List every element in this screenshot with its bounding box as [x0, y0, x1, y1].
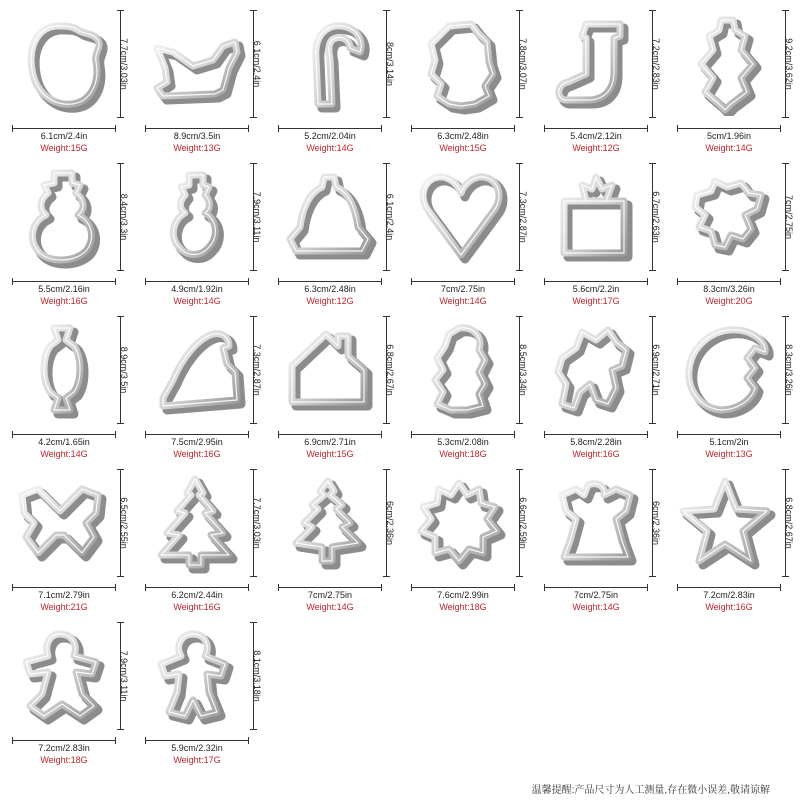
cookie-cutter-santa-hat: [143, 318, 247, 422]
width-label: 7cm/2.75in: [307, 590, 353, 600]
weight-label: Weight:16G: [173, 602, 221, 612]
size-block: [401, 283, 525, 307]
size-block: [401, 130, 525, 154]
cookie-cutter-heart: [409, 165, 513, 269]
cookie-cutter-stocking: [542, 12, 646, 116]
cutter-item: [667, 308, 800, 460]
height-label: 6cm/2.36in: [385, 500, 395, 546]
cookie-cutter-gingerbread-girl: [10, 624, 114, 728]
weight-label: Weight:13G: [705, 449, 753, 459]
width-dimension-line: [677, 587, 781, 588]
cutter-item: [401, 2, 534, 154]
cutter-item: [401, 155, 534, 307]
cutter-item: [268, 155, 401, 307]
width-label: 6.9cm/2.71in: [304, 437, 356, 447]
height-label: 6.7cm/2.63in: [651, 191, 661, 243]
width-dimension-line: [411, 281, 515, 282]
weight-label: Weight:16G: [173, 449, 221, 459]
cutter-item: [135, 2, 268, 154]
weight-label: Weight:13G: [173, 143, 221, 153]
width-label: 7cm/2.75in: [573, 590, 619, 600]
height-label: 7.8cm/3.07in: [518, 38, 528, 90]
height-label: 8.3cm/3.26in: [784, 344, 794, 396]
weight-label: Weight:16G: [572, 449, 620, 459]
cookie-cutter-star: [675, 471, 779, 575]
width-dimension-line: [278, 434, 382, 435]
width-dimension-line: [12, 740, 116, 741]
cutter-item: [401, 308, 534, 460]
size-block: [135, 589, 259, 613]
cookie-cutter-house: [276, 318, 380, 422]
size-block: [268, 589, 392, 613]
width-dimension-line: [278, 587, 382, 588]
height-label: 7.9cm/3.11in: [252, 191, 262, 243]
weight-label: Weight:16G: [40, 296, 88, 306]
size-block: [534, 283, 658, 307]
cookie-cutter-penguin: [409, 318, 513, 422]
cookie-cutter-gingerbread-man: [143, 624, 247, 728]
cookie-cutter-candy: [10, 318, 114, 422]
width-label: 5.2cm/2.04in: [304, 131, 356, 141]
weight-label: Weight:14G: [173, 296, 221, 306]
size-block: [135, 283, 259, 307]
width-label: 5cm/1.96in: [706, 131, 752, 141]
width-label: 7.6cm/2.99in: [437, 590, 489, 600]
size-block: [667, 283, 791, 307]
weight-label: Weight:18G: [40, 755, 88, 765]
weight-label: Weight:20G: [705, 296, 753, 306]
width-dimension-line: [544, 434, 648, 435]
weight-label: Weight:12G: [572, 143, 620, 153]
width-label: 5.8cm/2.28in: [570, 437, 622, 447]
size-block: [534, 130, 658, 154]
cutter-item: [2, 308, 135, 460]
size-block: [2, 589, 126, 613]
width-dimension-line: [411, 128, 515, 129]
size-block: [534, 436, 658, 460]
width-label: 6.3cm/2.48in: [304, 284, 356, 294]
width-dimension-line: [145, 281, 249, 282]
cutter-item: [667, 461, 800, 613]
size-block: [2, 283, 126, 307]
height-label: 8.9cm/3.5in: [119, 346, 129, 394]
size-block: [268, 436, 392, 460]
width-label: 7.1cm/2.79in: [38, 590, 90, 600]
size-block: [667, 589, 791, 613]
size-block: [2, 436, 126, 460]
height-label: 7.7cm/3.03in: [119, 38, 129, 90]
height-label: 8.5cm/3.34in: [518, 344, 528, 396]
width-dimension-line: [278, 281, 382, 282]
weight-label: Weight:14G: [306, 602, 354, 612]
size-block: [667, 436, 791, 460]
width-label: 6.2cm/2.44in: [171, 590, 223, 600]
size-block: [401, 436, 525, 460]
width-label: 5.3cm/2.08in: [437, 437, 489, 447]
weight-label: Weight:14G: [439, 296, 487, 306]
width-dimension-line: [145, 128, 249, 129]
size-block: [2, 742, 126, 766]
cutter-item: [135, 614, 268, 766]
cookie-cutter-moon: [675, 318, 779, 422]
weight-label: Weight:17G: [572, 296, 620, 306]
cutter-item: [401, 461, 534, 613]
width-label: 4.9cm/1.92in: [171, 284, 223, 294]
width-label: 6.3cm/2.48in: [437, 131, 489, 141]
width-dimension-line: [544, 587, 648, 588]
height-label: 8.4cm/3.3in: [119, 193, 129, 241]
size-block: [268, 130, 392, 154]
height-label: 7.9cm/3.11in: [119, 650, 129, 702]
cookie-cutter-snowflake: [409, 471, 513, 575]
size-block: [268, 283, 392, 307]
cookie-cutter-sleigh: [143, 12, 247, 116]
height-label: 6cm/2.36in: [651, 500, 661, 546]
width-dimension-line: [12, 587, 116, 588]
cookie-cutter-tree: [276, 471, 380, 575]
width-dimension-line: [544, 128, 648, 129]
cookie-cutter-reindeer: [675, 165, 779, 269]
height-label: 6.1cm/2.4in: [252, 40, 262, 88]
height-label: 6.9cm/2.71in: [651, 344, 661, 396]
width-dimension-line: [677, 128, 781, 129]
width-label: 7.2cm/2.83in: [38, 743, 90, 753]
cookie-cutter-angel: [542, 471, 646, 575]
height-label: 8.1cm/3.18in: [252, 650, 262, 702]
weight-label: Weight:18G: [439, 602, 487, 612]
width-dimension-line: [677, 281, 781, 282]
width-label: 6.1cm/2.4in: [40, 131, 88, 141]
cutter-item: [135, 308, 268, 460]
cutter-item: [135, 461, 268, 613]
height-label: 8cm/3.14in: [385, 41, 395, 87]
cutter-item: [2, 155, 135, 307]
weight-label: Weight:17G: [173, 755, 221, 765]
weight-label: Weight:12G: [306, 296, 354, 306]
weight-label: Weight:15G: [439, 143, 487, 153]
width-label: 5.9cm/2.32in: [171, 743, 223, 753]
height-label: 6.8cm/2.67in: [385, 344, 395, 396]
width-label: 5.4cm/2.12in: [570, 131, 622, 141]
cutter-item: [268, 461, 401, 613]
height-label: 7.2cm/2.83in: [651, 38, 661, 90]
width-dimension-line: [145, 434, 249, 435]
width-label: 8.9cm/3.5in: [173, 131, 221, 141]
width-label: 5.6cm/2.2in: [572, 284, 620, 294]
weight-label: Weight:14G: [40, 449, 88, 459]
width-dimension-line: [12, 434, 116, 435]
width-label: 7.2cm/2.83in: [703, 590, 755, 600]
cookie-cutter-tree-small: [143, 471, 247, 575]
weight-label: Weight:14G: [306, 143, 354, 153]
width-dimension-line: [12, 128, 116, 129]
cookie-cutter-gift-box: [542, 165, 646, 269]
height-label: 7.7cm/3.03in: [252, 497, 262, 549]
weight-label: Weight:15G: [306, 449, 354, 459]
cutter-item: [534, 461, 667, 613]
weight-label: Weight:14G: [572, 602, 620, 612]
size-disclaimer: 温馨提醒:产品尺寸为人工测量,存在微小误差,敬请谅解: [531, 785, 770, 796]
cookie-cutter-santa-face: [409, 12, 513, 116]
height-label: 6.6cm/2.59in: [518, 497, 528, 549]
width-dimension-line: [411, 587, 515, 588]
cutter-item: [268, 2, 401, 154]
width-dimension-line: [411, 434, 515, 435]
weight-label: Weight:21G: [40, 602, 88, 612]
size-block: [401, 589, 525, 613]
cookie-cutter-snowman-small: [143, 165, 247, 269]
size-block: [534, 589, 658, 613]
cutter-item: [534, 2, 667, 154]
width-dimension-line: [677, 434, 781, 435]
width-dimension-line: [145, 587, 249, 588]
height-label: 9.2cm/3.62in: [784, 38, 794, 90]
height-label: 6.5cm/2.55in: [119, 497, 129, 549]
cutter-item: [135, 155, 268, 307]
cutter-item: [667, 2, 800, 154]
weight-label: Weight:14G: [705, 143, 753, 153]
size-block: [135, 742, 259, 766]
cookie-cutter-ornament: [675, 12, 779, 116]
cutter-item: [2, 2, 135, 154]
cutter-item: [2, 461, 135, 613]
cutter-item: [268, 308, 401, 460]
cutter-item: [667, 155, 800, 307]
cookie-cutter-moose: [542, 318, 646, 422]
weight-label: Weight:15G: [40, 143, 88, 153]
height-label: 7.3cm/2.87in: [252, 344, 262, 396]
cutter-item: [534, 308, 667, 460]
height-label: 6.1cm/2.4in: [385, 193, 395, 241]
height-label: 6.8cm/2.67in: [784, 497, 794, 549]
width-dimension-line: [544, 281, 648, 282]
weight-label: Weight:18G: [439, 449, 487, 459]
weight-label: Weight:16G: [705, 602, 753, 612]
size-block: [135, 436, 259, 460]
width-dimension-line: [12, 281, 116, 282]
width-label: 8.3cm/3.26in: [703, 284, 755, 294]
cookie-cutter-candy-cane: [276, 12, 380, 116]
width-dimension-line: [145, 740, 249, 741]
cookie-cutter-bow: [10, 471, 114, 575]
width-label: 4.2cm/1.65in: [38, 437, 90, 447]
width-label: 7cm/2.75in: [440, 284, 486, 294]
cutter-item: [2, 614, 135, 766]
size-block: [667, 130, 791, 154]
width-dimension-line: [278, 128, 382, 129]
size-block: [135, 130, 259, 154]
width-label: 5.5cm/2.16in: [38, 284, 90, 294]
width-label: 7.5cm/2.95in: [171, 437, 223, 447]
cookie-cutter-bell: [276, 165, 380, 269]
cutter-item: [534, 155, 667, 307]
cookie-cutter-snowman-face: [10, 12, 114, 116]
height-label: 7cm/2.75in: [784, 194, 794, 240]
cookie-cutter-snowman-hat: [10, 165, 114, 269]
width-label: 5.1cm/2in: [709, 437, 749, 447]
size-block: [2, 130, 126, 154]
height-label: 7.3cm/2.87in: [518, 191, 528, 243]
